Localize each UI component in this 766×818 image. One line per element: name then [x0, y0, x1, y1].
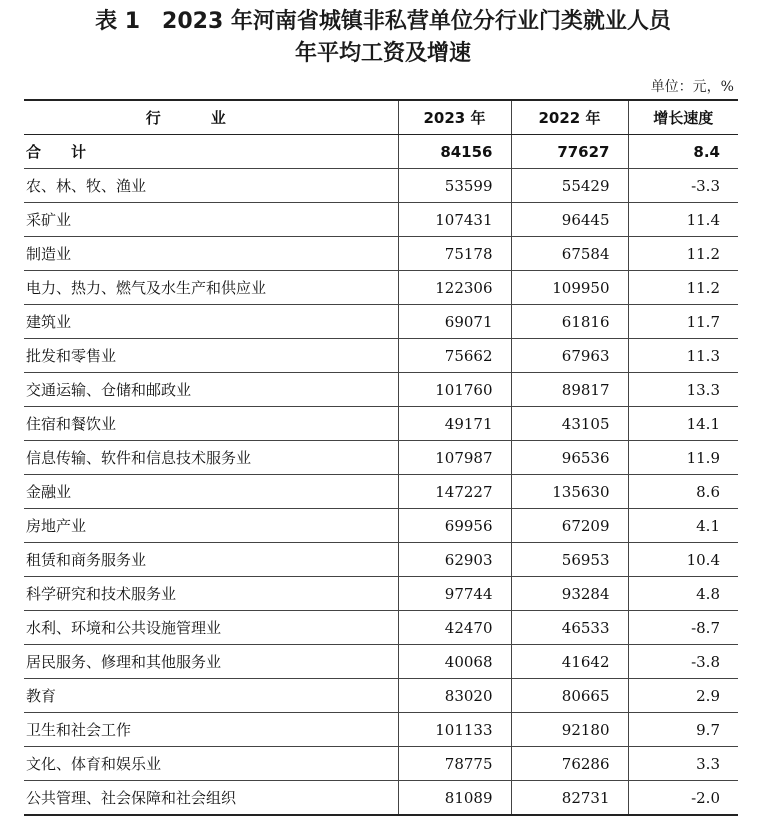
table-row — [24, 407, 738, 441]
wage-2023-cell: 147227 — [398, 475, 511, 509]
wage-2023-cell: 97744 — [398, 577, 511, 611]
table-row — [24, 679, 738, 713]
table-row — [24, 203, 738, 237]
wage-2023-cell: 101760 — [398, 373, 511, 407]
industry-cell: 租赁和商务服务业 — [24, 543, 398, 577]
table-row — [24, 237, 738, 271]
growth-rate-cell: -2.0 — [628, 781, 738, 816]
wage-2022-cell: 67963 — [511, 339, 628, 373]
growth-rate-cell: 11.3 — [628, 339, 738, 373]
wage-2022-cell: 96445 — [511, 203, 628, 237]
industry-cell: 教育 — [24, 679, 398, 713]
industry-cell: 农、林、牧、渔业 — [24, 169, 398, 203]
table-body — [24, 135, 738, 816]
header-2023: 2023 年 — [398, 100, 511, 135]
header-2022: 2022 年 — [511, 100, 628, 135]
wage-2022-cell: 43105 — [511, 407, 628, 441]
table-row — [24, 611, 738, 645]
industry-cell: 住宿和餐饮业 — [24, 407, 398, 441]
wage-2022-cell: 82731 — [511, 781, 628, 816]
industry-cell: 采矿业 — [24, 203, 398, 237]
wage-2023-cell: 78775 — [398, 747, 511, 781]
table-row — [24, 305, 738, 339]
industry-cell: 房地产业 — [24, 509, 398, 543]
wage-2023-cell: 75178 — [398, 237, 511, 271]
wage-2023-cell: 42470 — [398, 611, 511, 645]
growth-rate-cell: 4.8 — [628, 577, 738, 611]
growth-rate-cell: 11.7 — [628, 305, 738, 339]
industry-cell: 文化、体育和娱乐业 — [24, 747, 398, 781]
industry-cell: 交通运输、仓储和邮政业 — [24, 373, 398, 407]
wage-2022-cell: 61816 — [511, 305, 628, 339]
wage-2022-cell: 92180 — [511, 713, 628, 747]
wage-2022-cell: 96536 — [511, 441, 628, 475]
wage-2022-cell: 46533 — [511, 611, 628, 645]
wage-2023-cell: 49171 — [398, 407, 511, 441]
wage-2023-cell: 84156 — [398, 135, 511, 169]
table-row — [24, 475, 738, 509]
industry-cell: 制造业 — [24, 237, 398, 271]
wage-2022-cell: 135630 — [511, 475, 628, 509]
industry-cell: 科学研究和技术服务业 — [24, 577, 398, 611]
wage-2023-cell: 75662 — [398, 339, 511, 373]
table-row — [24, 441, 738, 475]
wage-2023-cell: 107431 — [398, 203, 511, 237]
industry-cell: 批发和零售业 — [24, 339, 398, 373]
growth-rate-cell: 11.2 — [628, 237, 738, 271]
table-row — [24, 645, 738, 679]
industry-cell: 金融业 — [24, 475, 398, 509]
wage-2022-cell: 77627 — [511, 135, 628, 169]
table-row — [24, 747, 738, 781]
growth-rate-cell: 9.7 — [628, 713, 738, 747]
wage-2023-cell: 40068 — [398, 645, 511, 679]
growth-rate-cell: 10.4 — [628, 543, 738, 577]
header-growth: 增长速度 — [628, 100, 738, 135]
wage-2022-cell: 109950 — [511, 271, 628, 305]
growth-rate-cell: 4.1 — [628, 509, 738, 543]
growth-rate-cell: -3.3 — [628, 169, 738, 203]
growth-rate-cell: -8.7 — [628, 611, 738, 645]
growth-rate-cell: 8.6 — [628, 475, 738, 509]
wage-2022-cell: 41642 — [511, 645, 628, 679]
growth-rate-cell: -3.8 — [628, 645, 738, 679]
growth-rate-cell: 13.3 — [628, 373, 738, 407]
table-row — [24, 543, 738, 577]
wage-2022-cell: 56953 — [511, 543, 628, 577]
wage-2022-cell: 89817 — [511, 373, 628, 407]
wage-2022-cell: 67209 — [511, 509, 628, 543]
table-title-line-2: 年平均工资及增速 — [294, 41, 471, 66]
wage-table — [24, 99, 738, 816]
wage-2022-cell: 76286 — [511, 747, 628, 781]
industry-cell: 居民服务、修理和其他服务业 — [24, 645, 398, 679]
wage-2023-cell: 81089 — [398, 781, 511, 816]
growth-rate-cell: 8.4 — [628, 135, 738, 169]
industry-cell: 卫生和社会工作 — [24, 713, 398, 747]
wage-2022-cell: 80665 — [511, 679, 628, 713]
growth-rate-cell: 11.9 — [628, 441, 738, 475]
table-row — [24, 271, 738, 305]
unit-note: 单位：元，% — [650, 79, 734, 95]
industry-cell: 合计 — [24, 135, 398, 169]
header-industry: 行业 — [24, 100, 398, 135]
growth-rate-cell: 11.2 — [628, 271, 738, 305]
wage-2022-cell: 55429 — [511, 169, 628, 203]
industry-cell: 公共管理、社会保障和社会组织 — [24, 781, 398, 816]
wage-2023-cell: 69071 — [398, 305, 511, 339]
wage-2023-cell: 107987 — [398, 441, 511, 475]
growth-rate-cell: 14.1 — [628, 407, 738, 441]
table-row — [24, 577, 738, 611]
table-row — [24, 169, 738, 203]
growth-rate-cell: 11.4 — [628, 203, 738, 237]
wage-2022-cell: 93284 — [511, 577, 628, 611]
wage-2023-cell: 101133 — [398, 713, 511, 747]
wage-2022-cell: 67584 — [511, 237, 628, 271]
wage-2023-cell: 69956 — [398, 509, 511, 543]
industry-cell: 水利、环境和公共设施管理业 — [24, 611, 398, 645]
wage-2023-cell: 62903 — [398, 543, 511, 577]
table-row-total — [24, 135, 738, 169]
table-row — [24, 373, 738, 407]
industry-cell: 电力、热力、燃气及水生产和供应业 — [24, 271, 398, 305]
table-title-line-1: 表 1 2023 年河南省城镇非私营单位分行业门类就业人员 — [95, 9, 671, 34]
table-row — [24, 781, 738, 816]
wage-2023-cell: 53599 — [398, 169, 511, 203]
wage-2023-cell: 83020 — [398, 679, 511, 713]
wage-2023-cell: 122306 — [398, 271, 511, 305]
table-header-row — [24, 100, 738, 135]
growth-rate-cell: 3.3 — [628, 747, 738, 781]
industry-cell: 信息传输、软件和信息技术服务业 — [24, 441, 398, 475]
table-row — [24, 713, 738, 747]
industry-cell: 建筑业 — [24, 305, 398, 339]
table-row — [24, 509, 738, 543]
table-row — [24, 339, 738, 373]
growth-rate-cell: 2.9 — [628, 679, 738, 713]
